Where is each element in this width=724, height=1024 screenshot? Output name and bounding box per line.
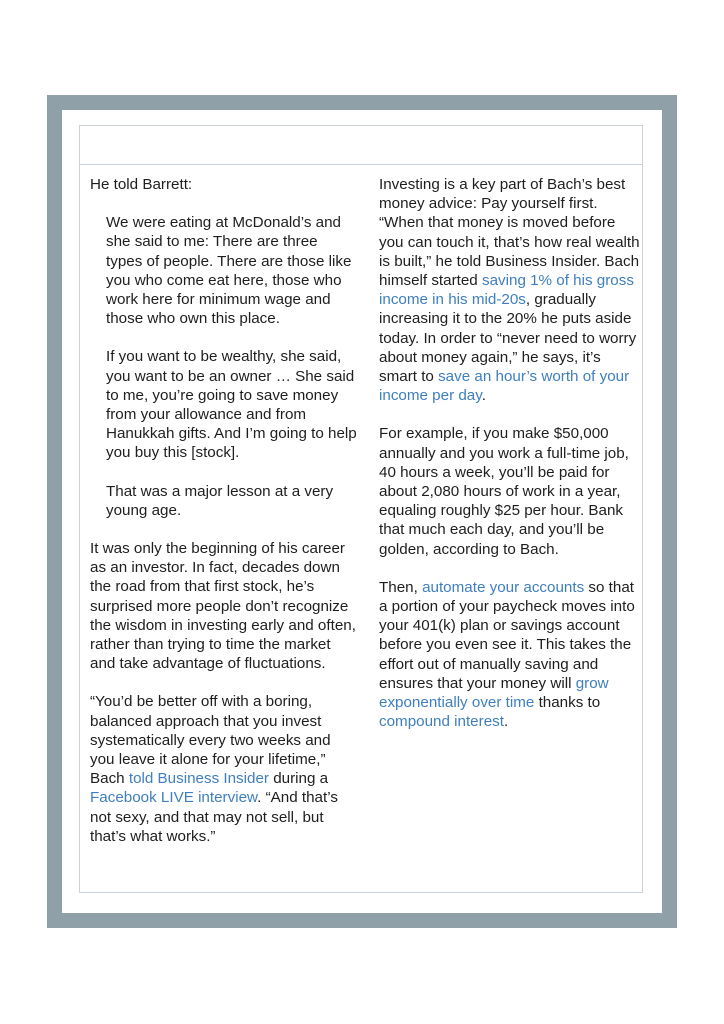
paragraph-pay-yourself [379,175,641,405]
text-span: Investing is a key part of Bach’s best money advice: Pay yourself first. “When that money is moved before you can touch it, that’s how real wealth is built,” he told Business Insider. Bach himself started [379,176,640,290]
quote-paragraph-1: We were eating at McDonald’s and she said to me: There are three types of people. There are those like you who come eat here, those who work here for minimum wage and those who own this place. [106,214,352,328]
quote-paragraph-2: If you want to be wealthy, she said, you want to be an owner … She said to me, you’re going to save money from your allowance and from Hanukkah gifts. And I’m going to help you buy this [stock]. [106,348,357,462]
link-save-hours-worth[interactable]: save an hour’s worth of your income per day [379,368,630,405]
link-compound-interest[interactable]: compound interest [379,713,504,731]
text-span: Then, [379,578,423,596]
paragraph-boring-approach [90,692,358,846]
header-divider [79,164,643,165]
text-span: thanks to [534,694,601,712]
paragraph-automate [379,578,641,732]
link-saving-1-percent[interactable]: saving 1% of his gross income in his mid-20s [379,272,634,309]
right-column [379,175,641,750]
link-automate-accounts[interactable]: automate your accounts [422,578,585,596]
link-facebook-live-interview[interactable]: Facebook LIVE interview [90,789,258,807]
paragraph-example: For example, if you make $50,000 annually and you work a full-time job, 40 hours a week, you’ll be paid for about 2,080 hours of work in a year, equaling roughly $25 per hour. Bank that much each day, and you’ll be golden, according to Bach. [379,425,629,558]
quote-paragraph-3: That was a major lesson at a very young age. [106,482,334,519]
text-span: , gradually increasing it to the 20% he puts aside today. In order to “never need to worry about money again,” he says, it’s smart to [379,291,637,386]
left-column [90,175,358,865]
link-grow-exponentially[interactable]: grow exponentially over time [379,674,609,712]
text-span: . “And that’s not sexy, and that may not sell, but that’s what works.” [90,789,338,845]
paragraph-beginning: It was only the beginning of his career as an investor. In fact, decades down the road from that first stock, he’s surprised more people don’t recognize the wisdom in investing early and often, rather than trying to time the market and take advantage of fluctuations. [90,540,356,673]
text-span: during a [268,770,329,788]
intro-text: He told Barrett: [90,176,193,193]
text-span: . [503,713,509,731]
text-span: “You’d be better off with a boring, balanced approach that you invest systematically every two weeks and you leave it alone for your lifetime,” Bach [90,693,331,788]
text-span: . [481,387,486,405]
link-told-business-insider[interactable]: told Business Insider [128,770,269,788]
text-span: so that a portion of your paycheck moves into your 401(k) plan or savings account before you even see it. This takes the effort out of manually saving and ensures that your money will [379,578,635,692]
